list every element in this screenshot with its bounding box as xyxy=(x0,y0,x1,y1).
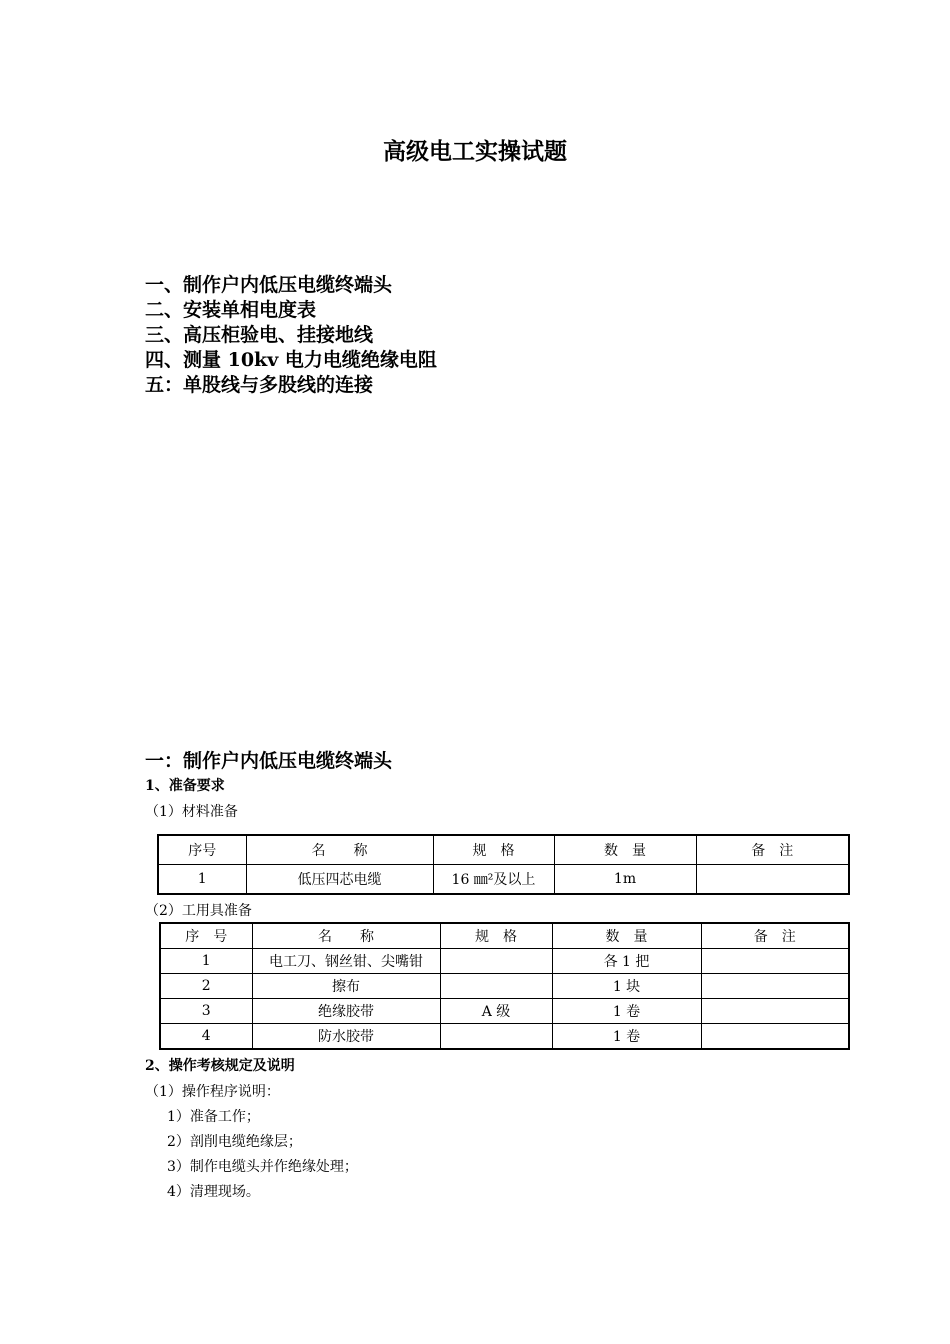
exam-item-list xyxy=(145,273,437,398)
header-cell: 备 注 xyxy=(701,923,849,949)
table-cell: 各 1 把 xyxy=(552,949,701,974)
table-cell xyxy=(440,949,552,974)
table-cell: A 级 xyxy=(440,999,552,1024)
table-cell: 1 xyxy=(160,949,252,974)
table-cell xyxy=(701,999,849,1024)
header-cell: 名 称 xyxy=(246,835,433,865)
table-cell xyxy=(440,1024,552,1050)
header-cell: 名 称 xyxy=(252,923,440,949)
header-cell: 规 格 xyxy=(433,835,554,865)
exam-item: 一、制作户内低压电缆终端头 xyxy=(145,274,393,296)
table-cell xyxy=(440,974,552,999)
table-cell: 1 块 xyxy=(552,974,701,999)
table-row xyxy=(158,865,849,895)
table-cell xyxy=(696,865,849,895)
prep-heading: 1、准备要求 xyxy=(145,778,225,794)
table-cell: 4 xyxy=(160,1024,252,1050)
exam-item: 二、安装单相电度表 xyxy=(145,299,317,321)
table-cell: 3 xyxy=(160,999,252,1024)
header-cell: 序 号 xyxy=(160,923,252,949)
table-cell: 1 卷 xyxy=(552,999,701,1024)
table-cell: 低压四芯电缆 xyxy=(246,865,433,895)
table-cell: 1 xyxy=(158,865,246,895)
exam-item: 三、高压柜验电、挂接地线 xyxy=(145,324,374,346)
header-cell: 规 格 xyxy=(440,923,552,949)
table-row xyxy=(160,1024,849,1050)
header-cell: 序号 xyxy=(158,835,246,865)
header-cell: 数 量 xyxy=(552,923,701,949)
ops-step: 1）准备工作； xyxy=(167,1109,260,1125)
table-cell: 1m xyxy=(554,865,696,895)
table-cell: 防水胶带 xyxy=(252,1024,440,1050)
table-header-row xyxy=(158,835,849,865)
table-cell: 1 卷 xyxy=(552,1024,701,1050)
tools-table xyxy=(159,922,850,1050)
table-row xyxy=(160,974,849,999)
ops-step: 2）剖削电缆绝缘层； xyxy=(167,1134,302,1150)
table-cell: 绝缘胶带 xyxy=(252,999,440,1024)
materials-label: （1）材料准备 xyxy=(145,804,238,820)
section-heading: 一：制作户内低压电缆终端头 xyxy=(145,750,393,772)
table-cell: 16 ㎜²及以上 xyxy=(433,865,554,895)
table-cell xyxy=(701,974,849,999)
ops-step: 3）制作电缆头并作绝缘处理； xyxy=(167,1159,358,1175)
ops-heading: 2、操作考核规定及说明 xyxy=(145,1058,295,1074)
ops-label: （1）操作程序说明： xyxy=(145,1084,280,1100)
tools-label: （2）工用具准备 xyxy=(145,903,252,919)
table-cell: 擦布 xyxy=(252,974,440,999)
header-cell: 数 量 xyxy=(554,835,696,865)
table-cell xyxy=(701,1024,849,1050)
table-cell: 2 xyxy=(160,974,252,999)
header-cell: 备 注 xyxy=(696,835,849,865)
ops-step: 4）清理现场。 xyxy=(167,1184,260,1200)
exam-item: 四、测量 10kv 电力电缆绝缘电阻 xyxy=(145,349,437,371)
table-row xyxy=(160,949,849,974)
page-title: 高级电工实操试题 xyxy=(383,138,567,165)
table-header-row xyxy=(160,923,849,949)
exam-item: 五：单股线与多股线的连接 xyxy=(145,374,374,396)
table-cell xyxy=(701,949,849,974)
materials-table xyxy=(157,834,850,895)
table-row xyxy=(160,999,849,1024)
table-cell: 电工刀、钢丝钳、尖嘴钳 xyxy=(252,949,440,974)
